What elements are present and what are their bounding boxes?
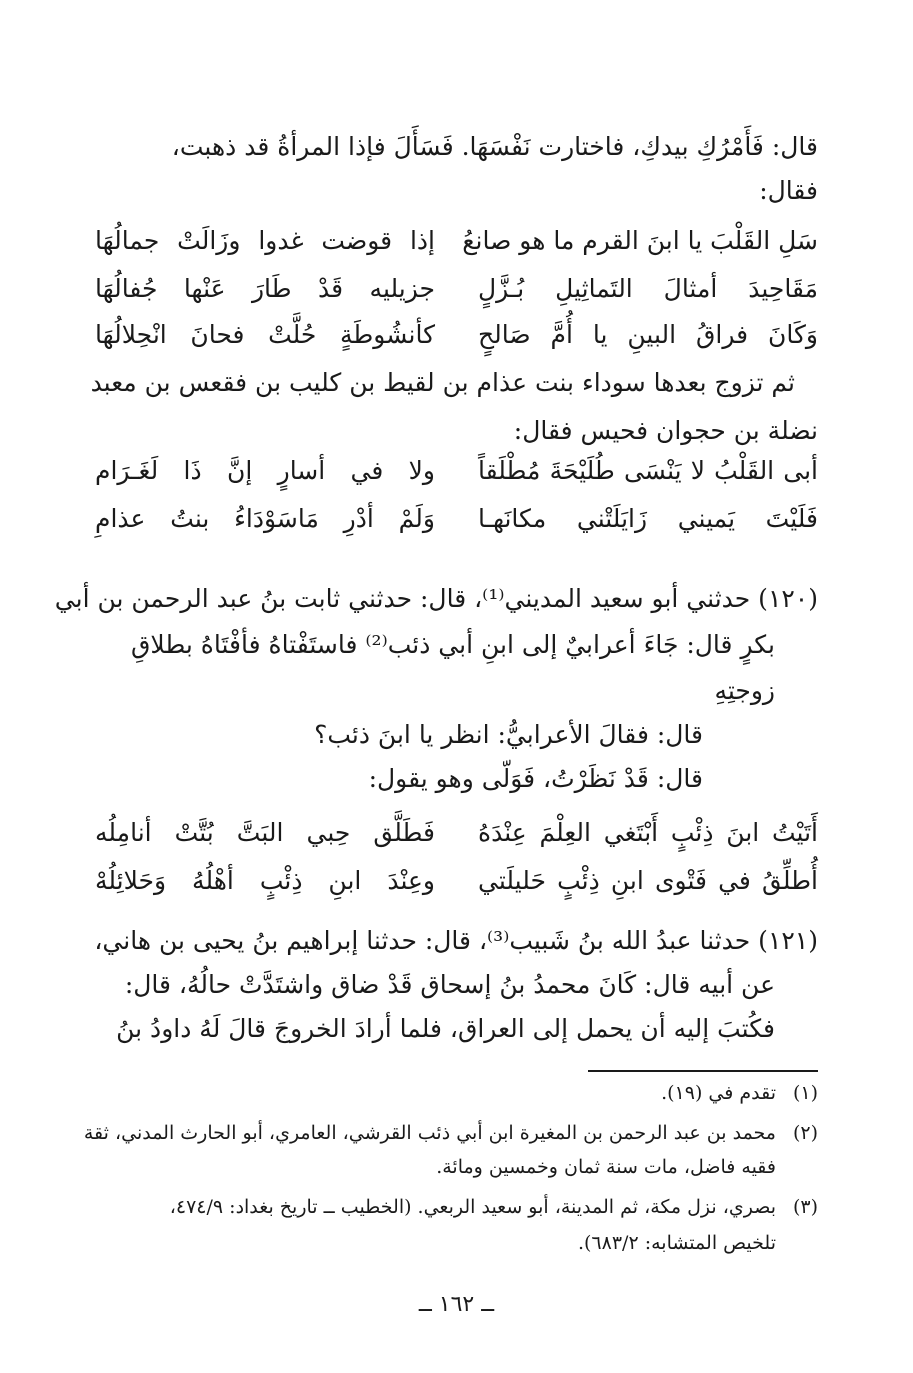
verse-second-hemistich: جزيليه قَدْ طَارَ عَنْها جُفالُهَا: [95, 274, 435, 303]
prose-line: ثم تزوج بعدها سوداء بنت عذام بن لقيط بن كليب بن فقعس بن معبد: [90, 368, 795, 397]
footnote-number: (٢): [792, 1122, 818, 1144]
verse-second-hemistich: ولا في أسارٍ إنَّ ذَا لَغَـرَام: [95, 456, 435, 485]
prose-line: قال: فَأَمْرُكِ بيدكِ، فاختارت نَفْسَهَا. فَسَأَلَ فإذا المرأةُ قد ذهبت،: [171, 132, 818, 161]
footnote-continuation: فقيه فاضل، مات سنة ثمان وخمسين ومائة.: [436, 1156, 776, 1178]
verse: [95, 222, 818, 260]
entry-120-line: زوجتِهِ: [714, 676, 775, 705]
verse-first-hemistich: سَلِ القَلْبَ يا ابنَ القرم ما هو صانعُ: [462, 226, 818, 255]
verse: [95, 316, 818, 354]
footnote-continuation: تلخيص المتشابه: ٦٨٣/٢).: [577, 1232, 776, 1254]
entry-120-line: قال: فقالَ الأعرابيُّ: انظر يا ابنَ ذئب؟: [314, 720, 703, 749]
verse-second-hemistich: كأنشُوطَةٍ حُلَّتْ فحانَ انْحِلالُهَا: [95, 320, 435, 349]
footnote-text: تقدم في (١٩).: [661, 1082, 776, 1104]
verse: [95, 452, 818, 490]
verse-first-hemistich: مَقَاحِيدَ أمثالَ التَماثِيلِ بُـزَّلٍ: [478, 274, 818, 303]
footnote: [95, 1078, 818, 1108]
verse-first-hemistich: فَلَيْتَ يَميني زَايَلَتْني مكانَهـا: [478, 504, 818, 533]
verse-first-hemistich: أَتَيْتُ ابنَ ذِئْبٍ أَبْتَغي العِلْمَ عِنْدَهُ: [478, 818, 818, 847]
footnote: [95, 1192, 818, 1222]
prose-line: فقال:: [759, 176, 818, 205]
prose-line: نضلة بن حجوان فحيس فقال:: [513, 416, 818, 445]
entry-120-line: بكرٍ قال: جَاءَ أعرابيٌ إلى ابنِ أبي ذئب⁽²⁾ فاستَفْتاهُ فأفْتَاهُ بطلاقِ: [131, 630, 775, 659]
footnote-number: (٣): [792, 1196, 818, 1218]
footnote-text: محمد بن عبد الرحمن بن المغيرة ابن أبي ذئب القرشي، العامري، أبو الحارث المدني، ثقة: [83, 1122, 776, 1144]
verse: [95, 500, 818, 538]
footnote-divider: [588, 1070, 818, 1072]
verse-second-hemistich: وَلَمْ أدْرِ مَاسَوْدَاءُ بنتُ عذامِ: [95, 504, 435, 533]
page-number: ــ ١٦٢ ــ: [418, 1292, 495, 1317]
entry-120-line: (١٢٠) حدثني أبو سعيد المديني⁽¹⁾، قال: حدثني ثابت بنُ عبد الرحمن بن أبي: [54, 584, 818, 613]
verse: [95, 862, 818, 900]
footnote: [83, 1118, 818, 1148]
verse-first-hemistich: وَكَانَ فراقُ البينِ يا أُمَّ صَالحٍ: [478, 320, 818, 349]
entry-120-line: قال: قَدْ نَظَرْتُ، فَوَلّى وهو يقول:: [368, 764, 703, 793]
verse-second-hemistich: فَطَلَّق حِبي البَتَّ بُتَّتْ أنامِلُه: [95, 818, 435, 847]
verse-second-hemistich: وعِنْدَ ابنِ ذِئْبٍ أهْلُهُ وَحَلائِلُهْ: [95, 866, 435, 895]
verse: [95, 814, 818, 852]
verse: [95, 270, 818, 308]
verse-first-hemistich: أبى القَلْبُ لا يَنْسَى طُلَيْحَةَ مُطْلَقاً: [478, 456, 818, 485]
entry-121-line: (١٢١) حدثنا عبدُ الله بنُ شَبيب⁽³⁾، قال: حدثنا إبراهيم بنُ يحيى بن هاني،: [94, 926, 818, 955]
footnote-text: بصري، نزل مكة، ثم المدينة، أبو سعيد الربعي. (الخطيب ــ تاريخ بغداد: ٤٧٤/٩،: [169, 1196, 776, 1218]
verse-second-hemistich: إذا قوضت غدوا وزَالَتْ جمالُهَا: [95, 226, 435, 255]
entry-121-line: عن أبيه قال: كَانَ محمدُ بنُ إسحاق قَدْ ضاق واشتَدَّتْ حالُهُ، قال:: [124, 970, 775, 999]
footnote-number: (١): [792, 1082, 818, 1104]
verse-first-hemistich: أُطلِّقُ في فَتْوى ابنِ ذِئْبٍ حَليلَتي: [478, 866, 818, 895]
entry-121-line: فكُتبَ إليه أن يحمل إلى العراق، فلما أرادَ الخروجَ قالَ لَهُ داودُ بنُ: [116, 1014, 775, 1043]
